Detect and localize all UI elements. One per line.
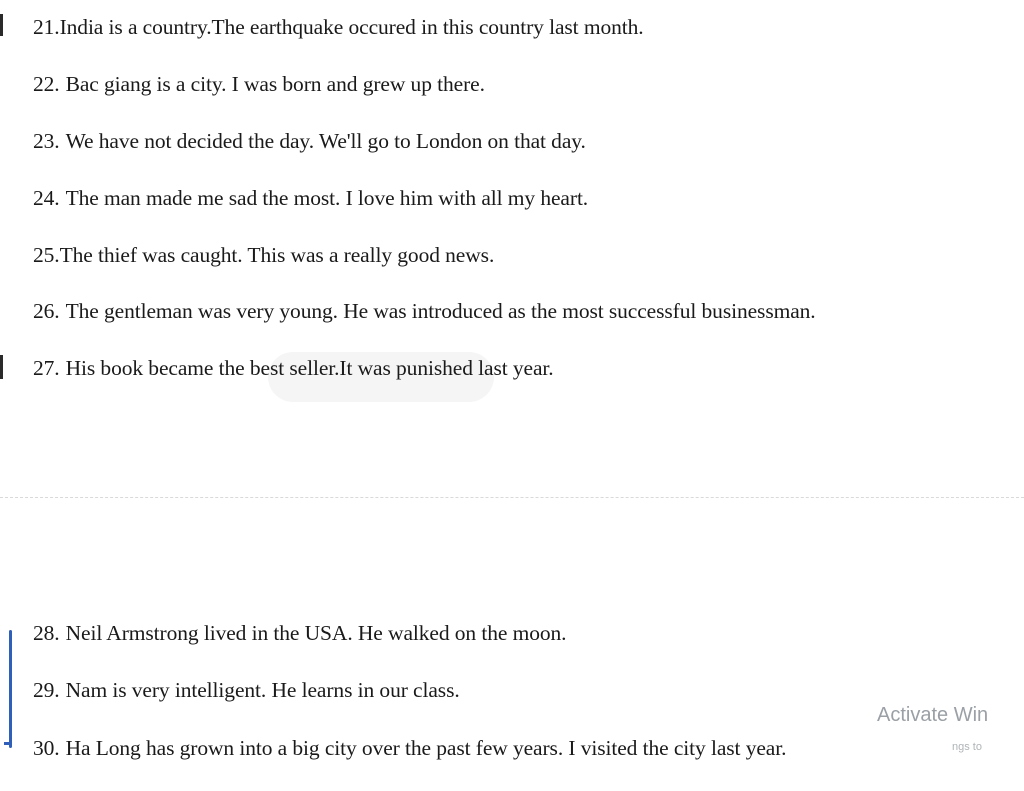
- sentence-number: 25.: [33, 243, 60, 267]
- sentence-24: [33, 185, 588, 211]
- left-margin-mark: [0, 14, 3, 36]
- sentence-27: [33, 355, 554, 381]
- sentence-number: 27.: [33, 356, 60, 380]
- sentence-text: His book became the best seller.It was punished last year.: [65, 356, 554, 380]
- sentence-text: India is a country.The earthquake occured in this country last month.: [59, 15, 644, 39]
- sentence-number: 21.: [33, 15, 60, 39]
- sentence-21: [33, 14, 644, 40]
- text-cursor-bar: [9, 630, 12, 748]
- sentence-25: [33, 242, 494, 268]
- sentence-26: [33, 298, 816, 324]
- sentence-28: [33, 620, 566, 646]
- sentence-30: [33, 735, 786, 761]
- sentence-number: 24.: [33, 186, 60, 210]
- page-break-divider: [0, 497, 1024, 498]
- sentence-number: 26.: [33, 299, 60, 323]
- sentence-text: The man made me sad the most. I love him with all my heart.: [65, 186, 589, 210]
- sentence-text: Nam is very intelligent. He learns in our class.: [65, 678, 460, 702]
- sentence-text: Neil Armstrong lived in the USA. He walked on the moon.: [65, 621, 567, 645]
- sentence-22: [33, 71, 485, 97]
- sentence-text: Bac giang is a city. I was born and grew up there.: [65, 72, 485, 96]
- sentence-number: 29.: [33, 678, 60, 702]
- sentence-number: 23.: [33, 129, 60, 153]
- text-cursor-tick: [4, 742, 12, 745]
- activate-windows-watermark: Activate Win: [877, 704, 989, 726]
- sentence-number: 30.: [33, 736, 60, 760]
- sentence-text: We have not decided the day. We'll go to London on that day.: [65, 129, 586, 153]
- sentence-text: The thief was caught. This was a really good news.: [59, 243, 495, 267]
- sentence-number: 22.: [33, 72, 60, 96]
- sentence-23: [33, 128, 586, 154]
- activate-windows-subtext: ngs to: [952, 741, 982, 753]
- sentence-29: [33, 677, 460, 703]
- left-margin-mark: [0, 355, 3, 379]
- sentence-text: Ha Long has grown into a big city over the past few years. I visited the city last year.: [65, 736, 787, 760]
- sentence-text: The gentleman was very young. He was introduced as the most successful businessman.: [65, 299, 816, 323]
- sentence-number: 28.: [33, 621, 60, 645]
